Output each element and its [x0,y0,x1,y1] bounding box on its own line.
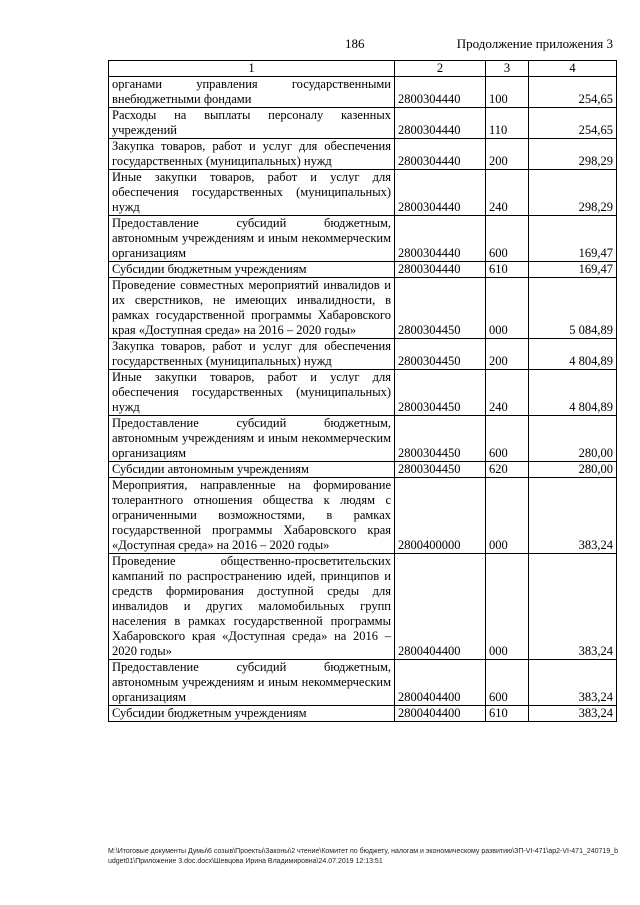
target-code: 2800304450 [395,339,486,370]
target-code: 2800404400 [395,554,486,660]
amount: 169,47 [529,262,617,278]
target-code: 2800304450 [395,278,486,339]
target-code: 2800400000 [395,478,486,554]
expense-type-code: 110 [486,108,529,139]
table-row [109,370,617,416]
expense-name: Предоставление субсидий бюджетным, автономным учреждениям и иным некоммерческим организациям [109,416,395,462]
file-path-footer: M:\Итоговые документы Думы\6 созыв\Проекты\Законы\2 чтение\Комитет по бюджету, налогам и экономическому развитию\ЗП-VI-471\ap2-VI-471_240719_budget01\Приложение 3.doc.docx\Шевцова Ирина Владимировна\24.07.2019 12:13:51 [108,848,619,865]
expense-type-code: 600 [486,660,529,706]
expense-name: Субсидии бюджетным учреждениям [109,262,395,278]
expense-type-code: 600 [486,416,529,462]
budget-table [108,60,617,722]
target-code: 2800304440 [395,170,486,216]
expense-name: Проведение совместных мероприятий инвалидов и их сверстников, не имеющих инвалидности, в рамках государственной программы Хабаровского края «Доступная среда» на 2016 – 2020 годы» [109,278,395,339]
table-row [109,139,617,170]
amount: 298,29 [529,139,617,170]
amount: 298,29 [529,170,617,216]
table-row [109,108,617,139]
target-code: 2800404400 [395,660,486,706]
expense-type-code: 100 [486,77,529,108]
expense-name: Проведение общественно-просветительских кампаний по распространению идей, принципов и средств формирования доступной среды для инвалидов и других маломобильных групп населения в рамках государственной программы Хабаровского края «Доступная среда» на 2016 – 2020 годы» [109,554,395,660]
amount: 4 804,89 [529,339,617,370]
table-row [109,416,617,462]
target-code: 2800304450 [395,416,486,462]
column-header: 3 [486,61,529,77]
expense-type-code: 200 [486,139,529,170]
expense-name: Мероприятия, направленные на формирование толерантного отношения общества к людям с ограниченными возможностями, в рамках государственной программы Хабаровского края «Доступная среда» на 2016 – 2020 годы» [109,478,395,554]
expense-name: Иные закупки товаров, работ и услуг для обеспечения государственных (муниципальных) нужд [109,370,395,416]
column-header: 1 [109,61,395,77]
target-code: 2800304450 [395,462,486,478]
continuation-title: Продолжение приложения 3 [456,36,613,51]
amount: 254,65 [529,108,617,139]
table-header-row [109,61,617,77]
target-code: 2800304440 [395,139,486,170]
amount: 383,24 [529,478,617,554]
target-code: 2800304440 [395,108,486,139]
expense-name: Иные закупки товаров, работ и услуг для обеспечения государственных (муниципальных) нужд [109,170,395,216]
amount: 383,24 [529,660,617,706]
target-code: 2800304440 [395,77,486,108]
expense-type-code: 610 [486,706,529,722]
target-code: 2800304450 [395,370,486,416]
target-code: 2800304440 [395,262,486,278]
expense-name: Предоставление субсидий бюджетным, автономным учреждениям и иным некоммерческим организациям [109,216,395,262]
expense-name: Расходы на выплаты персоналу казенных учреждений [109,108,395,139]
amount: 383,24 [529,554,617,660]
table-row [109,462,617,478]
expense-type-code: 200 [486,339,529,370]
amount: 280,00 [529,416,617,462]
expense-type-code: 620 [486,462,529,478]
table-body [109,77,617,722]
expense-name: Предоставление субсидий бюджетным, автономным учреждениям и иным некоммерческим организациям [109,660,395,706]
expense-name: Субсидии автономным учреждениям [109,462,395,478]
amount: 383,24 [529,706,617,722]
amount: 169,47 [529,216,617,262]
target-code: 2800304440 [395,216,486,262]
expense-name: Субсидии бюджетным учреждениям [109,706,395,722]
expense-name: Закупка товаров, работ и услуг для обеспечения государственных (муниципальных) нужд [109,139,395,170]
table-row [109,554,617,660]
table-row [109,660,617,706]
table-row [109,278,617,339]
table-row [109,77,617,108]
expense-name: Закупка товаров, работ и услуг для обеспечения государственных (муниципальных) нужд [109,339,395,370]
amount: 280,00 [529,462,617,478]
amount: 5 084,89 [529,278,617,339]
expense-type-code: 240 [486,170,529,216]
table-row [109,478,617,554]
column-header: 4 [529,61,617,77]
expense-name: органами управления государственными внебюджетными фондами [109,77,395,108]
table-row [109,706,617,722]
expense-type-code: 240 [486,370,529,416]
table-row [109,262,617,278]
table-row [109,339,617,370]
expense-type-code: 000 [486,278,529,339]
column-header: 2 [395,61,486,77]
table-row [109,170,617,216]
amount: 254,65 [529,77,617,108]
page-number: 186 [345,36,365,51]
table-row [109,216,617,262]
expense-type-code: 000 [486,478,529,554]
amount: 4 804,89 [529,370,617,416]
expense-type-code: 000 [486,554,529,660]
target-code: 2800404400 [395,706,486,722]
expense-type-code: 610 [486,262,529,278]
expense-type-code: 600 [486,216,529,262]
